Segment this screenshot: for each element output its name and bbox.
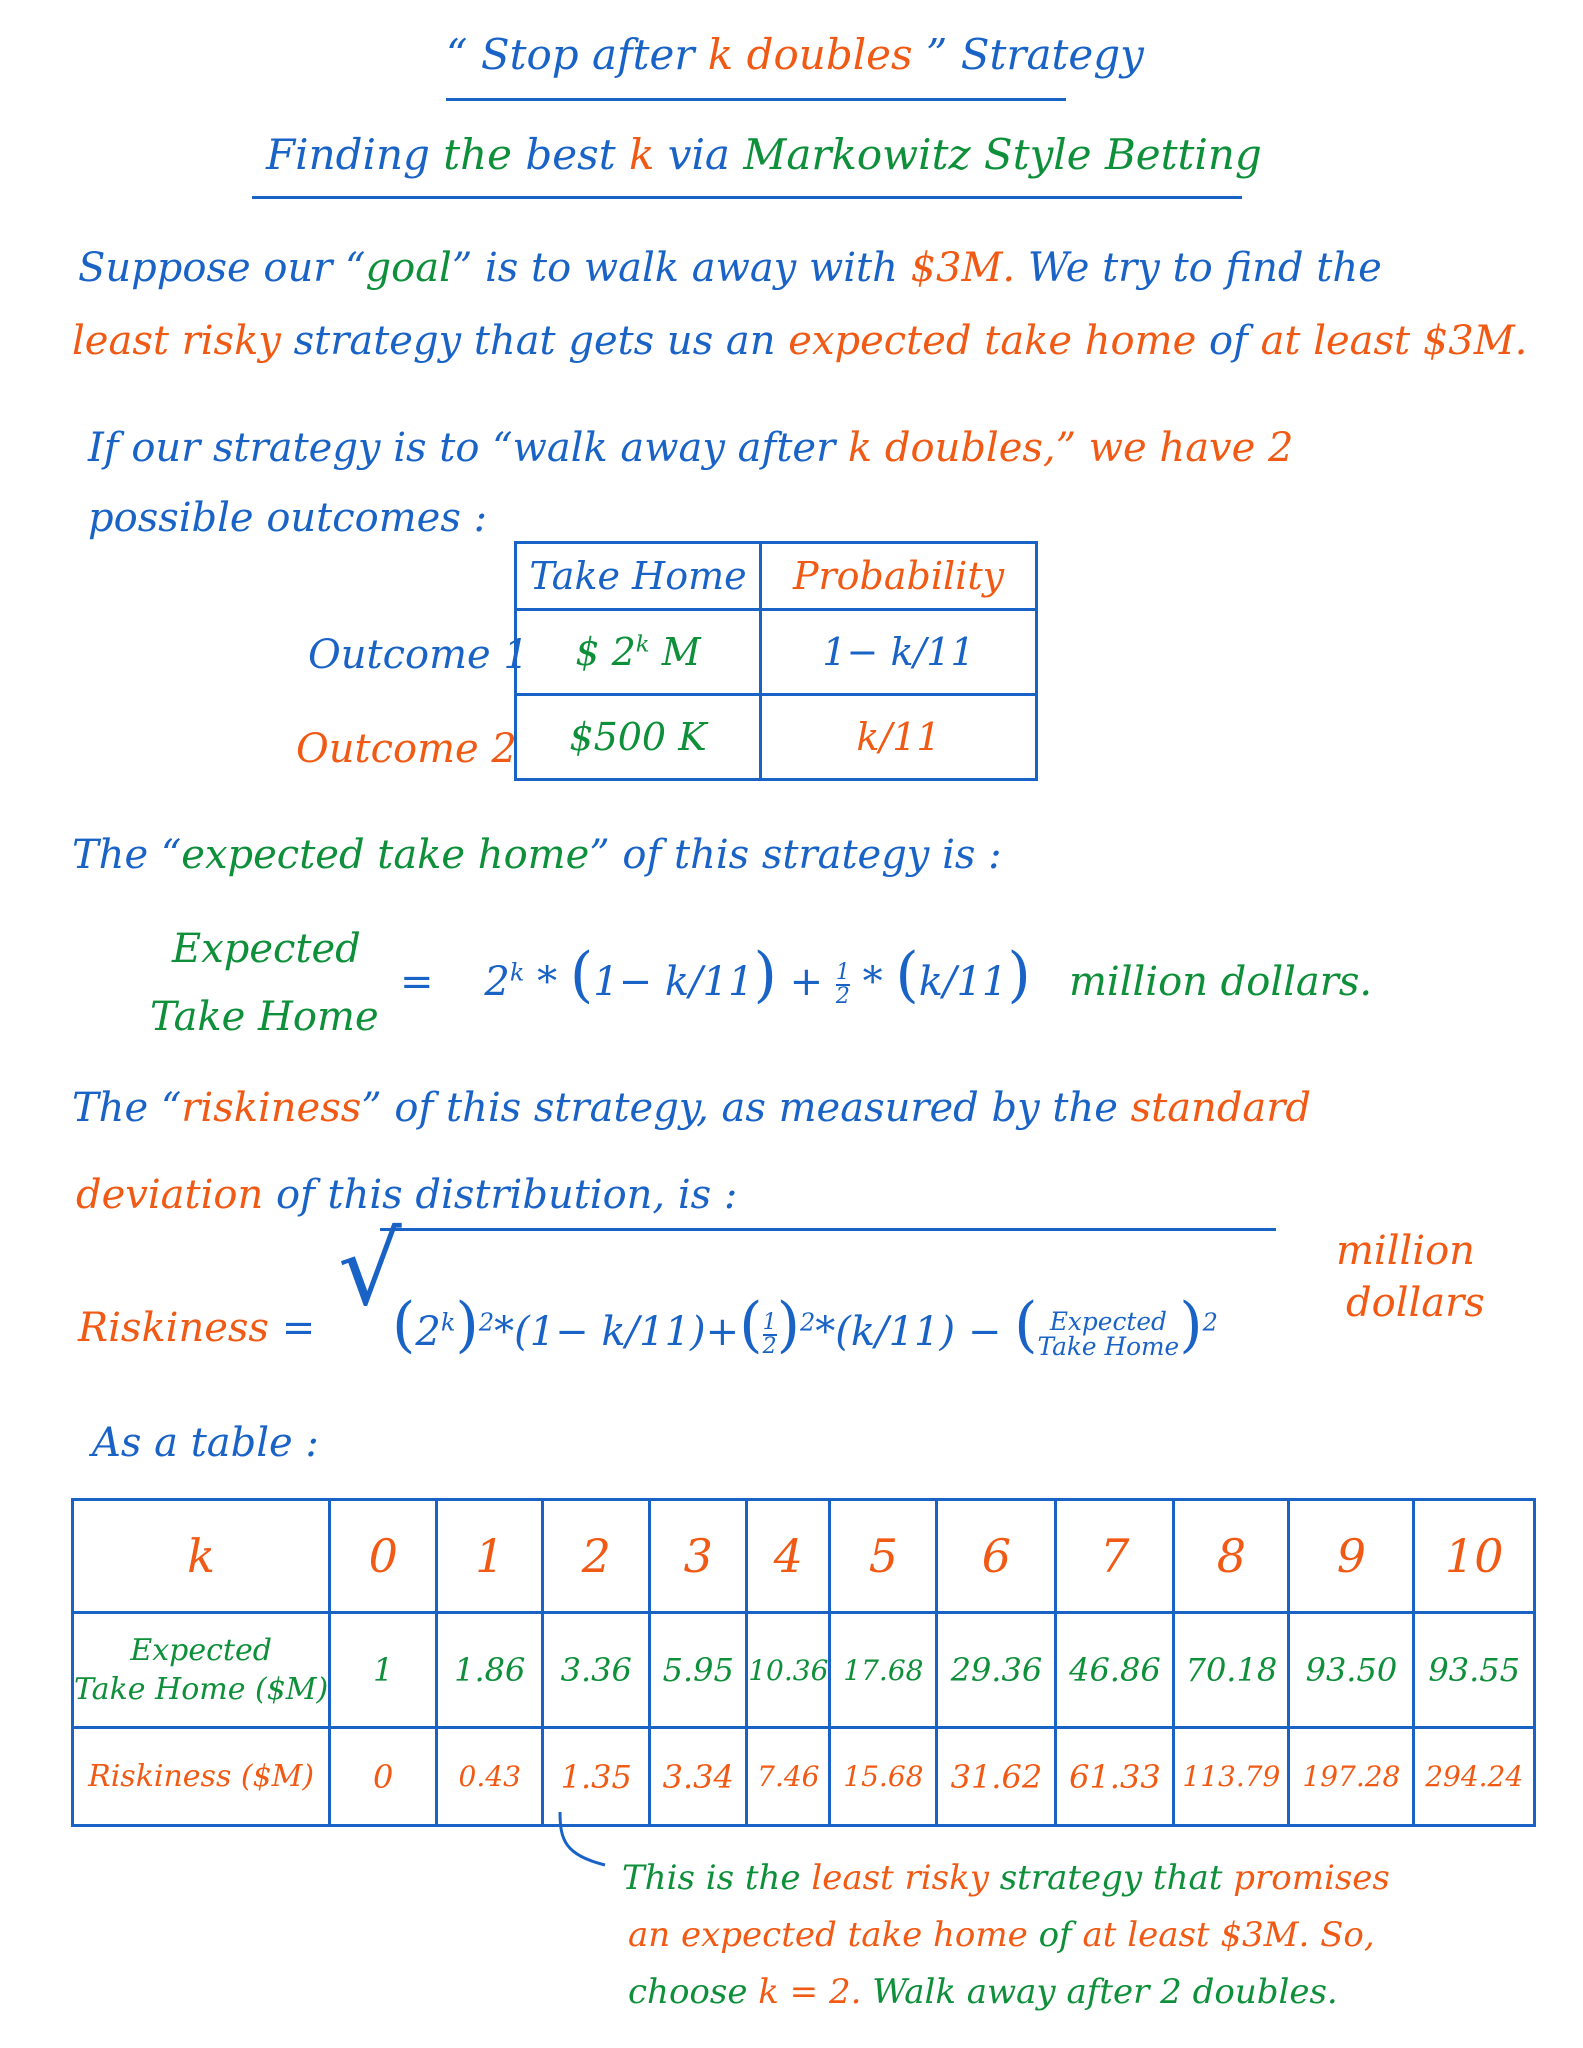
subtitle-the: the (443, 130, 513, 179)
k-value: 6 (937, 1500, 1056, 1613)
outcome1-take-home (516, 610, 761, 695)
main-table-row-riskiness (73, 1728, 1535, 1826)
expected-value: 93.50 (1289, 1613, 1414, 1728)
expected-value: 1.86 (437, 1613, 543, 1728)
expected-unit: million dollars. (1068, 959, 1373, 1005)
riskiness-value: 294.24 (1414, 1728, 1535, 1826)
note-expected: expected take home (680, 1915, 1028, 1955)
expected-term2: k/11 (918, 959, 1008, 1005)
riskiness-value: 7.46 (747, 1728, 830, 1826)
expected-rp2: ) (1007, 940, 1031, 1010)
para2-text-b: doubles,” we have (884, 425, 1256, 471)
expected-value: 17.68 (830, 1613, 937, 1728)
risk-pow2: 2 (800, 1308, 816, 1337)
subtitle-k: k (628, 130, 655, 179)
expected-value: 3.36 (543, 1613, 650, 1728)
riskiness-value: 31.62 (937, 1728, 1056, 1826)
expected-plus: + (789, 959, 824, 1005)
title (446, 30, 1144, 79)
risk-unit-1: million (1336, 1228, 1475, 1274)
note-an: an (628, 1915, 671, 1955)
note-choose: choose (628, 1972, 748, 2012)
note-line3 (628, 1972, 1338, 2012)
risk-exp-rp: ) (1179, 1290, 1203, 1360)
k-value: 1 (437, 1500, 543, 1613)
expected-intro (72, 832, 1002, 878)
risk-half-den: 2 (762, 1334, 777, 1359)
risk-star2: * (815, 1309, 836, 1355)
title-quote-close: ” (925, 30, 948, 79)
risk-exp-term (1037, 1307, 1180, 1361)
risk-line1 (72, 1085, 1311, 1131)
para1-expected-take-home: expected take home (788, 318, 1197, 364)
note-least-risky: least risky (811, 1858, 989, 1898)
outcome1-probability: 1− k/11 (761, 610, 1037, 695)
note-line2 (628, 1915, 1375, 1955)
outcome-table (514, 541, 1038, 781)
as-table-label: As a table : (92, 1420, 319, 1466)
risk-exp-top: Expected (1049, 1307, 1167, 1337)
risk-formula (392, 1290, 1218, 1360)
para1-line2 (72, 318, 1527, 364)
note-promises: promises (1233, 1858, 1390, 1898)
riskiness-value: 0 (330, 1728, 437, 1826)
para2-num: 2 (1268, 425, 1294, 471)
expected-exp: k (509, 958, 525, 987)
risk-text-a: The “ (72, 1085, 182, 1131)
riskiness-value: 15.68 (830, 1728, 937, 1826)
para1-text-d: strategy that gets us an (293, 318, 776, 364)
title-stop-after: Stop after (480, 30, 695, 79)
expected-label-line2: Take Home ($M) (74, 1672, 329, 1707)
expected-value: 5.95 (650, 1613, 747, 1728)
expected-lp2: ( (895, 940, 919, 1010)
para2-text-a: If our strategy is to “walk away after (88, 425, 836, 471)
expected-intro-b: expected take home (181, 832, 590, 878)
expected-value: 70.18 (1174, 1613, 1289, 1728)
expected-value: 93.55 (1414, 1613, 1535, 1728)
k-value: 3 (650, 1500, 747, 1613)
expected-rp1: ) (753, 940, 777, 1010)
expected-value: 46.86 (1056, 1613, 1174, 1728)
expected-label-2: Take Home (150, 994, 379, 1040)
riskiness-value: 61.33 (1056, 1728, 1174, 1826)
risk-standard: standard (1130, 1085, 1311, 1131)
k-value: 4 (747, 1500, 830, 1613)
risk-half-lp: ( (739, 1290, 763, 1360)
risk-unit-2: dollars (1346, 1280, 1485, 1326)
riskiness-value: 113.79 (1174, 1728, 1289, 1826)
risk-star: * (494, 1309, 515, 1355)
para1-amount: $3M. (910, 245, 1016, 291)
subtitle-underline (252, 196, 1242, 199)
note-k2: k = 2. (758, 1972, 862, 2012)
outcome1-take-home-exp: k (635, 631, 650, 658)
risk-base: 2 (415, 1309, 441, 1355)
outcome1-label: Outcome 1 (308, 632, 529, 678)
note-at-least: at least $3M. (1082, 1915, 1310, 1955)
subtitle-via: via (667, 130, 730, 179)
note-text-c: strategy that (999, 1858, 1223, 1898)
risk-half-num: 1 (762, 1310, 777, 1335)
risk-minus: − (967, 1309, 1002, 1355)
expected-label-1: Expected (172, 926, 361, 972)
expected-star1: * (537, 959, 558, 1005)
pointer-line (540, 1810, 620, 1870)
expected-label (73, 1613, 330, 1728)
para1-text-c: We try to find the (1027, 245, 1382, 291)
expected-base: 2 (484, 959, 510, 1005)
expected-lp1: ( (569, 940, 594, 1010)
para2-k: k (847, 425, 873, 471)
title-k: k (707, 30, 734, 79)
risk-word: riskiness (181, 1085, 362, 1131)
para1-at-least: at least $3M. (1260, 318, 1528, 364)
note-walk-away: Walk away (872, 1972, 1056, 2012)
note-after: after 2 doubles. (1066, 1972, 1338, 2012)
expected-value: 10.36 (747, 1613, 830, 1728)
outcome2-probability: k/11 (761, 695, 1037, 780)
k-value: 5 (830, 1500, 937, 1613)
para1-text-a: Suppose our “ (78, 245, 366, 291)
expected-label-line1: Expected (130, 1633, 272, 1668)
expected-value: 29.36 (937, 1613, 1056, 1728)
expected-star2: * (862, 959, 883, 1005)
risk-text-d: of this distribution, is : (275, 1172, 738, 1218)
k-value: 0 (330, 1500, 437, 1613)
risk-half (763, 1312, 777, 1358)
main-table (71, 1498, 1536, 1827)
expected-value: 1 (330, 1613, 437, 1728)
expected-half (836, 962, 850, 1008)
k-label: k (73, 1500, 330, 1613)
riskiness-label: Riskiness ($M) (73, 1728, 330, 1826)
outcome2-take-home: $500 K (516, 695, 761, 780)
k-value: 2 (543, 1500, 650, 1613)
risk-line2 (76, 1172, 737, 1218)
riskiness-value: 0.43 (437, 1728, 543, 1826)
outcome1-take-home-base: $ 2 (575, 630, 636, 674)
risk-rp: ) (455, 1290, 479, 1360)
risk-label-text: Riskiness (78, 1305, 269, 1351)
risk-eq: = (281, 1305, 316, 1351)
subtitle (266, 130, 1262, 179)
expected-term1: 1− k/11 (593, 959, 754, 1005)
note-so: So, (1320, 1915, 1375, 1955)
risk-label (78, 1305, 315, 1351)
main-table-row-expected (73, 1613, 1535, 1728)
note-of: of (1038, 1915, 1072, 1955)
para1-text-b: ” is to walk away with (451, 245, 898, 291)
outcome2-label: Outcome 2 (296, 726, 517, 772)
riskiness-value: 1.35 (543, 1728, 650, 1826)
expected-intro-c: ” of this strategy is : (589, 832, 1002, 878)
k-value: 10 (1414, 1500, 1535, 1613)
expected-intro-a: The “ (72, 832, 182, 878)
title-underline (446, 98, 1066, 101)
title-quote-open: “ (446, 30, 468, 79)
outcome1-take-home-unit: M (661, 630, 701, 674)
riskiness-value: 3.34 (650, 1728, 747, 1826)
riskiness-value: 197.28 (1289, 1728, 1414, 1826)
k-value: 7 (1056, 1500, 1174, 1613)
risk-half-rp: ) (776, 1290, 800, 1360)
k-value: 8 (1174, 1500, 1289, 1613)
sqrt-bar (380, 1228, 1276, 1231)
subtitle-finding: Finding (266, 130, 430, 179)
para1-least-risky: least risky (72, 318, 281, 364)
note-line1 (622, 1858, 1390, 1898)
risk-exp-lp: ( (1014, 1290, 1038, 1360)
note-text-a: This is the (622, 1858, 801, 1898)
risk-t2: (k/11) (835, 1309, 956, 1355)
outcome-table-header-take-home: Take Home (516, 543, 761, 610)
title-strategy: Strategy (960, 30, 1144, 79)
risk-deviation: deviation (76, 1172, 264, 1218)
subtitle-best: best (525, 130, 616, 179)
risk-t1: (1− k/11) (514, 1309, 706, 1355)
expected-formula (400, 940, 1372, 1010)
risk-plus: + (705, 1309, 740, 1355)
para1-line1 (78, 245, 1382, 291)
outcome-table-header-probability: Probability (761, 543, 1037, 610)
risk-pow: 2 (478, 1308, 495, 1337)
expected-half-den: 2 (835, 984, 850, 1009)
subtitle-markowitz: Markowitz Style Betting (743, 130, 1262, 179)
para1-of: of (1208, 318, 1248, 364)
para1-goal: goal (365, 245, 452, 291)
risk-base-exp: k (440, 1308, 456, 1337)
title-doubles: doubles (746, 30, 913, 79)
risk-text-c: ” of this strategy, as measured by the (361, 1085, 1118, 1131)
main-table-row-k (73, 1500, 1535, 1613)
sqrt-symbol: √ (338, 1211, 402, 1328)
risk-pow3: 2 (1202, 1308, 1218, 1337)
expected-eq: = (400, 959, 434, 1005)
expected-half-num: 1 (835, 960, 850, 985)
para2-line1 (88, 425, 1293, 471)
para2-line2: possible outcomes : (88, 495, 488, 541)
k-value: 9 (1289, 1500, 1414, 1613)
risk-lp: ( (392, 1290, 416, 1360)
risk-exp-bot: Take Home (1037, 1332, 1180, 1361)
